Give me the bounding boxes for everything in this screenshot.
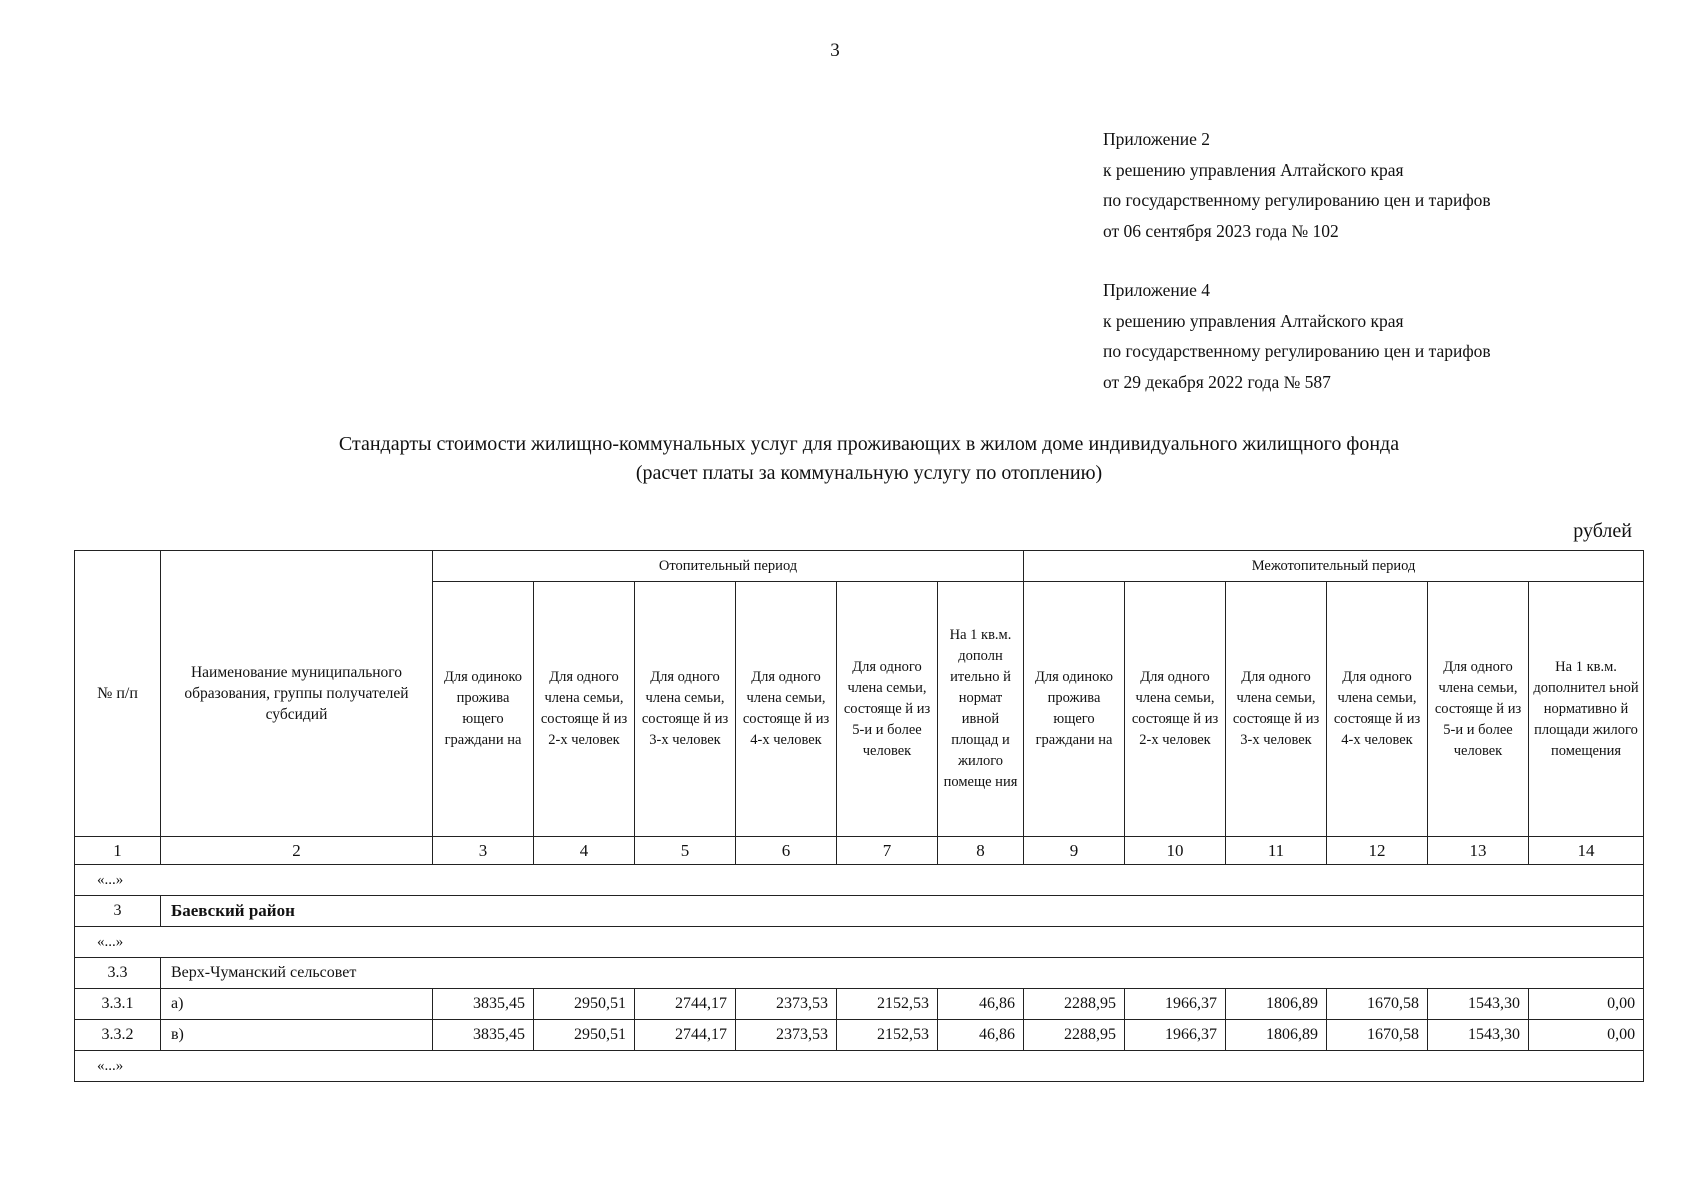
row-number: 3.3.1 bbox=[75, 989, 161, 1020]
header-col-12: Для одного члена семьи, состояще й из 4-х человек bbox=[1327, 582, 1428, 837]
header-col-8: На 1 кв.м. дополн ительно й нормат ивной площад и жилого помеще ния bbox=[938, 582, 1024, 837]
cell-value: 1806,89 bbox=[1226, 1020, 1327, 1051]
cell-value: 2288,95 bbox=[1024, 989, 1125, 1020]
header-col-14: На 1 кв.м. дополнител ьной нормативно й площади жилого помещения bbox=[1529, 582, 1644, 837]
cell-value: 2288,95 bbox=[1024, 1020, 1125, 1051]
appendix-4-line-1: Приложение 4 bbox=[1103, 280, 1211, 300]
header-name: Наименование муниципального образования, группы получателей субсидий bbox=[161, 551, 433, 837]
appendix-4-line-2: к решению управления Алтайского края bbox=[1103, 310, 1404, 331]
table-row bbox=[75, 989, 1644, 1020]
col-number: 4 bbox=[534, 837, 635, 865]
cell-value: 1966,37 bbox=[1125, 989, 1226, 1020]
cell-value: 2950,51 bbox=[534, 1020, 635, 1051]
header-nonheating-period: Межотопительный период bbox=[1024, 551, 1644, 582]
title-line-2: (расчет платы за коммунальную услугу по отоплению) bbox=[635, 462, 1103, 484]
appendix-4-block bbox=[1103, 275, 1491, 397]
col-number: 3 bbox=[433, 837, 534, 865]
header-col-10: Для одного члена семьи, состояще й из 2-х человек bbox=[1125, 582, 1226, 837]
subsection-name: Верх-Чуманский сельсовет bbox=[161, 958, 1644, 989]
appendix-2-line-4: от 06 сентября 2023 года № 102 bbox=[1103, 220, 1339, 241]
cell-value: 3835,45 bbox=[433, 989, 534, 1020]
section-number: 3 bbox=[75, 896, 161, 927]
header-row-1 bbox=[75, 551, 1644, 582]
ellipsis-row bbox=[75, 1051, 1644, 1082]
col-number: 5 bbox=[635, 837, 736, 865]
units-label: рублей bbox=[1573, 520, 1632, 542]
header-col-5: Для одного члена семьи, состояще й из 3-х человек bbox=[635, 582, 736, 837]
col-number: 9 bbox=[1024, 837, 1125, 865]
ellipsis-row bbox=[75, 865, 1644, 896]
cell-value: 2950,51 bbox=[534, 989, 635, 1020]
cell-value: 2373,53 bbox=[736, 1020, 837, 1051]
cell-value: 1543,30 bbox=[1428, 989, 1529, 1020]
header-col-3: Для одиноко прожива ющего граждани на bbox=[433, 582, 534, 837]
col-number: 1 bbox=[75, 837, 161, 865]
appendix-2-block bbox=[1103, 124, 1491, 246]
col-number: 2 bbox=[161, 837, 433, 865]
title-line-1: Стандарты стоимости жилищно-коммунальных услуг для проживающих в жилом доме индивидуального жилищного фонда bbox=[338, 433, 1400, 455]
tariff-table bbox=[74, 550, 1644, 1082]
cell-value: 2744,17 bbox=[635, 1020, 736, 1051]
cell-value: 0,00 bbox=[1529, 989, 1644, 1020]
cell-value: 1966,37 bbox=[1125, 1020, 1226, 1051]
cell-value: 2744,17 bbox=[635, 989, 736, 1020]
appendix-2-line-2: к решению управления Алтайского края bbox=[1103, 159, 1404, 180]
col-number: 11 bbox=[1226, 837, 1327, 865]
table-row bbox=[75, 1020, 1644, 1051]
row-name: а) bbox=[161, 989, 433, 1020]
cell-value: 1806,89 bbox=[1226, 989, 1327, 1020]
header-col-11: Для одного члена семьи, состояще й из 3-х человек bbox=[1226, 582, 1327, 837]
cell-value: 46,86 bbox=[938, 989, 1024, 1020]
column-number-row bbox=[75, 837, 1644, 865]
cell-value: 1670,58 bbox=[1327, 989, 1428, 1020]
page-number: 3 bbox=[830, 40, 840, 61]
ellipsis-mark: «...» bbox=[75, 1051, 1644, 1082]
cell-value: 1543,30 bbox=[1428, 1020, 1529, 1051]
col-number: 12 bbox=[1327, 837, 1428, 865]
row-name: в) bbox=[161, 1020, 433, 1051]
col-number: 14 bbox=[1529, 837, 1644, 865]
col-number: 13 bbox=[1428, 837, 1529, 865]
header-col-13: Для одного члена семьи, состояще й из 5-и и более человек bbox=[1428, 582, 1529, 837]
header-heating-period: Отопительный период bbox=[433, 551, 1024, 582]
appendix-2-line-3: по государственному регулированию цен и тарифов bbox=[1103, 190, 1491, 210]
cell-value: 2152,53 bbox=[837, 989, 938, 1020]
cell-value: 0,00 bbox=[1529, 1020, 1644, 1051]
cell-value: 2152,53 bbox=[837, 1020, 938, 1051]
ellipsis-mark: «...» bbox=[75, 865, 1644, 896]
header-col-6: Для одного члена семьи, состояще й из 4-х человек bbox=[736, 582, 837, 837]
document-title bbox=[0, 430, 1696, 488]
col-number: 8 bbox=[938, 837, 1024, 865]
header-col-7: Для одного члена семьи, состояще й из 5-и и более человек bbox=[837, 582, 938, 837]
appendix-4-line-4: от 29 декабря 2022 года № 587 bbox=[1103, 371, 1331, 392]
ellipsis-row bbox=[75, 927, 1644, 958]
appendix-4-line-3: по государственному регулированию цен и тарифов bbox=[1103, 341, 1491, 361]
ellipsis-mark: «...» bbox=[75, 927, 1644, 958]
col-number: 7 bbox=[837, 837, 938, 865]
col-number: 10 bbox=[1125, 837, 1226, 865]
section-name: Баевский район bbox=[161, 896, 1644, 927]
col-number: 6 bbox=[736, 837, 837, 865]
section-row bbox=[75, 896, 1644, 927]
subsection-row bbox=[75, 958, 1644, 989]
cell-value: 2373,53 bbox=[736, 989, 837, 1020]
appendix-2-line-1: Приложение 2 bbox=[1103, 129, 1211, 149]
header-num: № п/п bbox=[75, 551, 161, 837]
cell-value: 46,86 bbox=[938, 1020, 1024, 1051]
subsection-number: 3.3 bbox=[75, 958, 161, 989]
header-col-9: Для одиноко прожива ющего граждани на bbox=[1024, 582, 1125, 837]
cell-value: 1670,58 bbox=[1327, 1020, 1428, 1051]
header-col-4: Для одного члена семьи, состояще й из 2-х человек bbox=[534, 582, 635, 837]
cell-value: 3835,45 bbox=[433, 1020, 534, 1051]
row-number: 3.3.2 bbox=[75, 1020, 161, 1051]
